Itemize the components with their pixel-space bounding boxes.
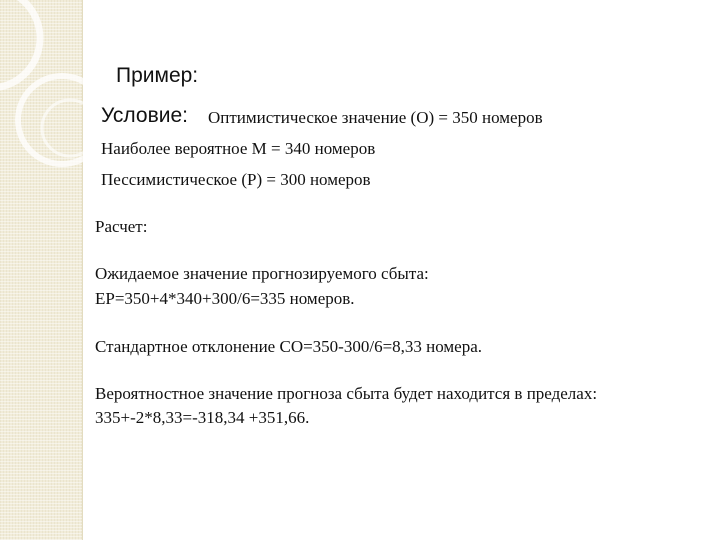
condition-pessimistic: Пессимистическое (Р) = 300 номеров	[101, 170, 371, 189]
decorative-ring-small	[18, 76, 106, 164]
standard-deviation-formula: Стандартное отклонение СО=350-300/6=8,33 номера.	[95, 337, 483, 356]
expected-value-label: Ожидаемое значение прогнозируемого сбыта:	[95, 264, 429, 283]
probability-range-label: Вероятностное значение прогноза сбыта будет находится в пределах:	[95, 384, 598, 403]
condition-likely: Наиболее вероятное М = 340 номеров	[101, 139, 376, 158]
decorative-ring-inner	[42, 100, 98, 156]
condition-optimistic: Оптимистическое значение (О) = 350 номеров	[208, 108, 543, 127]
probability-range-formula: 335+-2*8,33=-318,34 +351,66.	[95, 408, 310, 427]
calculation-heading: Расчет:	[95, 217, 148, 236]
slide-title: Пример:	[116, 64, 199, 87]
decorative-ring-large	[0, 0, 40, 88]
condition-label: Условие:	[101, 104, 189, 127]
expected-value-formula: ЕР=350+4*340+300/6=335 номеров.	[95, 289, 355, 308]
